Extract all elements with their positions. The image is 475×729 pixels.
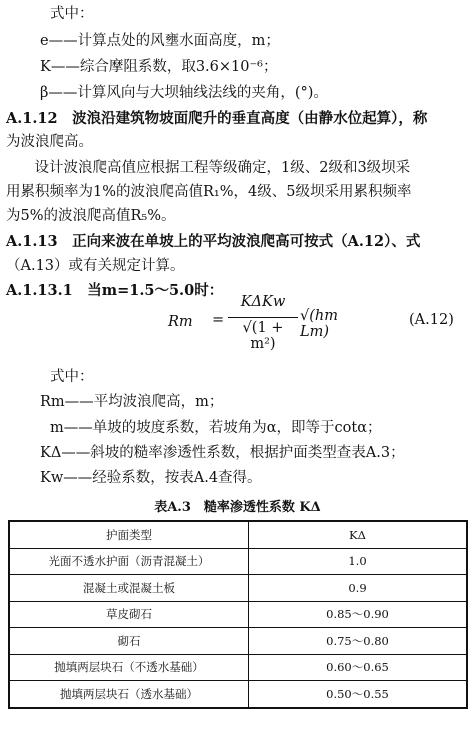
cell-cover-type: 抛填两层块石（透水基础） — [9, 681, 249, 708]
header-cover-type: 护面类型 — [9, 521, 249, 548]
def-rm: Rm——平均波浪爬高，m； — [40, 394, 224, 410]
table-header-row — [9, 521, 467, 548]
def-beta: β——计算风向与大坝轴线法线的夹角，(°)。 — [40, 85, 328, 101]
table-row — [9, 628, 467, 655]
def-k-delta: KΔ——斜坡的糙率渗透性系数，根据护面类型查表A.3； — [40, 445, 405, 461]
equation-number: (A.12) — [409, 312, 454, 328]
cell-k-delta: 1.0 — [249, 548, 468, 575]
para-design-3: 为5%的波浪爬高值R₅%。 — [6, 208, 176, 224]
def-kw: Kw——经验系数，按表A.4查得。 — [40, 470, 262, 486]
clause-a1-13-1: A.1.13.1 当m=1.5～5.0时： — [6, 282, 224, 299]
formula-numerator: KΔKw — [240, 294, 286, 310]
formula-lhs: Rm — [168, 314, 193, 330]
clause-a1-13: A.1.13 正向来波在单坡上的平均波浪爬高可按式（A.12）、式 — [6, 233, 421, 250]
table-row — [9, 681, 467, 708]
formula-a12 — [168, 294, 338, 358]
fraction-bar — [228, 317, 298, 318]
formula-fraction — [228, 294, 298, 352]
def-m: m——单坡的坡度系数，若坡角为α，即等于cotα； — [50, 420, 382, 436]
text-line-shizhong-1: 式中： — [50, 6, 94, 22]
table-row — [9, 575, 467, 602]
table-row — [9, 654, 467, 681]
cell-k-delta: 0.60～0.65 — [249, 654, 468, 681]
clause-a1-13-cont: （A.13）或有关规定计算。 — [6, 258, 185, 274]
cell-cover-type: 光面不透水护面（沥青混凝土） — [9, 548, 249, 575]
roughness-table — [8, 520, 468, 709]
table-row — [9, 548, 467, 575]
formula-equals: = — [212, 312, 225, 328]
table-caption: 表A.3 糙率渗透性系数 KΔ — [154, 500, 321, 515]
clause-a1-12: A.1.12 波浪沿建筑物坡面爬升的垂直高度（由静水位起算），称 — [6, 110, 428, 127]
cell-cover-type: 砌石 — [9, 628, 249, 655]
cell-cover-type: 混凝土或混凝土板 — [9, 575, 249, 602]
para-design-1: 设计波浪爬高值应根据工程等级确定，1级、2级和3级坝采 — [20, 160, 411, 176]
text-line-shizhong-2: 式中： — [50, 369, 94, 385]
cell-k-delta: 0.85～0.90 — [249, 601, 468, 628]
para-design-2: 用累积频率为1%的波浪爬高值R₁%，4级、5级坝采用累积频率 — [6, 184, 412, 200]
clause-a1-12-cont: 为波浪爬高。 — [6, 134, 93, 150]
cell-k-delta: 0.50～0.55 — [249, 681, 468, 708]
formula-denominator: √(1 + m²) — [242, 320, 284, 352]
formula-sqrt-factor: √(hm Lm) — [300, 308, 338, 340]
cell-cover-type: 抛填两层块石（不透水基础） — [9, 654, 249, 681]
cell-k-delta: 0.75～0.80 — [249, 628, 468, 655]
table-row — [9, 601, 467, 628]
def-k: K——综合摩阻系数，取3.6×10⁻⁶； — [40, 59, 278, 75]
def-e: e——计算点处的风壅水面高度，m； — [40, 33, 280, 49]
header-k-delta: KΔ — [249, 521, 468, 548]
cell-cover-type: 草皮砌石 — [9, 601, 249, 628]
cell-k-delta: 0.9 — [249, 575, 468, 602]
